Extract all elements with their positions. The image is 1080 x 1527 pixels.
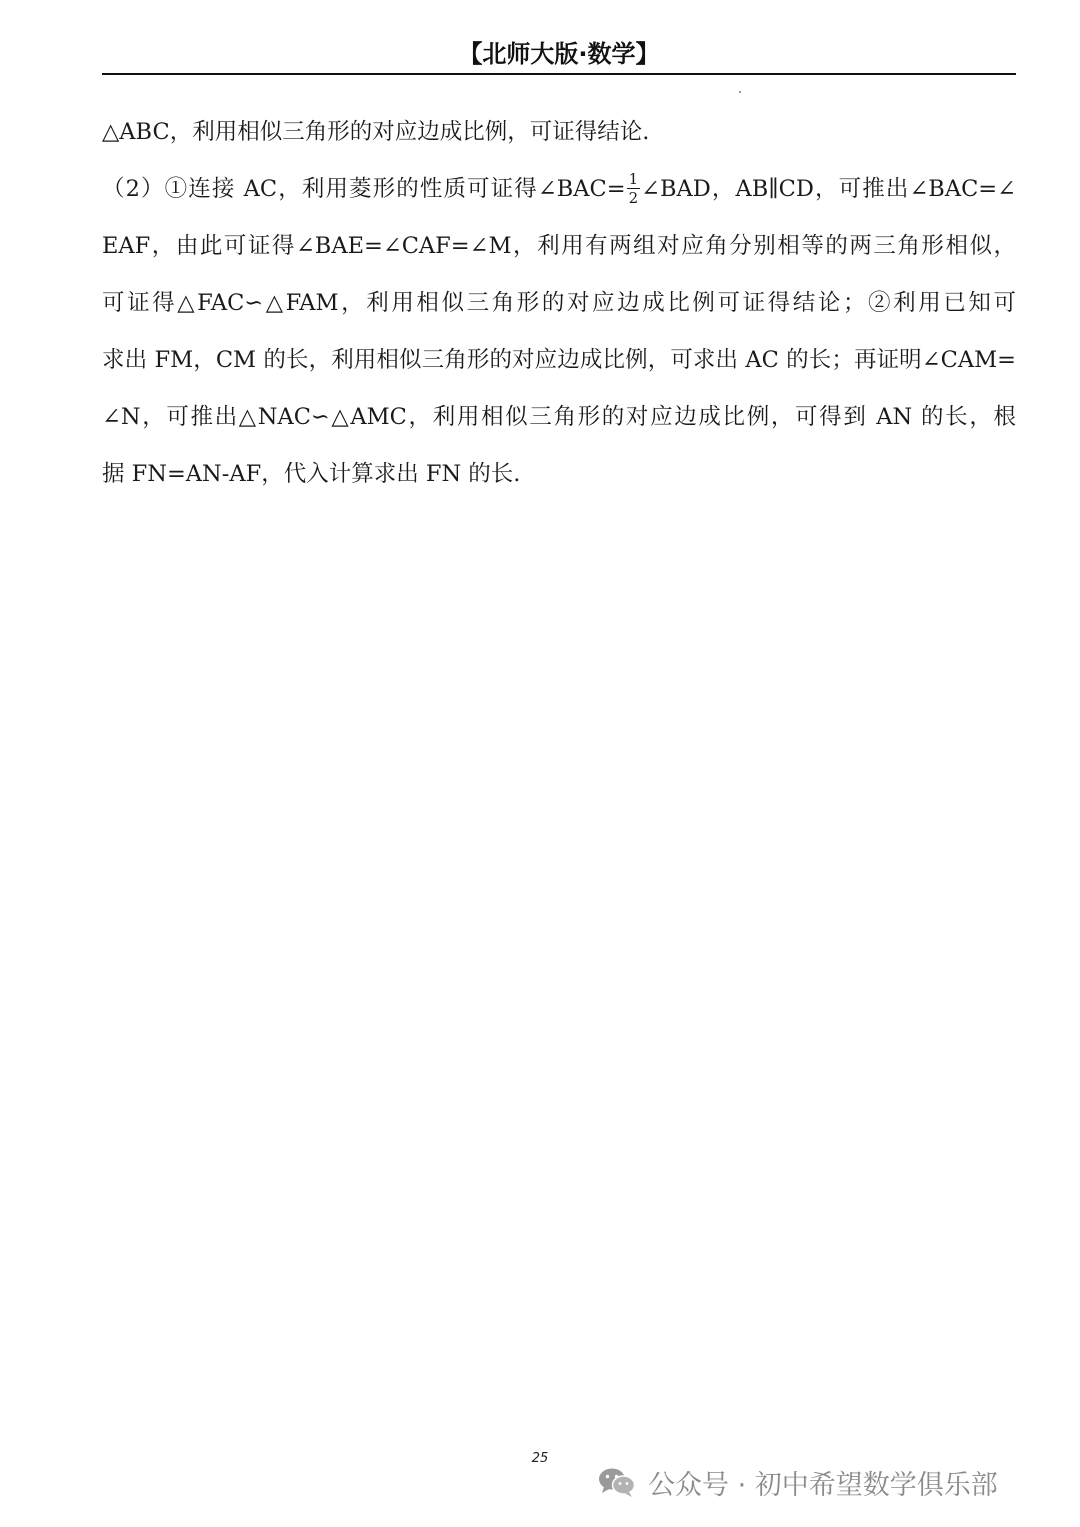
text-line-4: 可证得△FAC∽△FAM，利用相似三角形的对应边成比例可证得结论；②利用已知可	[102, 290, 1016, 316]
text-line-2-after: ∠BAD，AB∥CD，可推出∠BAC=∠	[641, 176, 1016, 202]
text-line-7: 据 FN=AN-AF，代入计算求出 FN 的长.	[102, 461, 521, 487]
text-line-2-before: （2）①连接 AC，利用菱形的性质可证得∠BAC=	[102, 176, 626, 202]
wechat-watermark	[598, 1462, 998, 1502]
fraction-denominator: 2	[628, 188, 639, 207]
text-line-1: △ABC，利用相似三角形的对应边成比例，可证得结论.	[102, 119, 650, 145]
wechat-icon	[598, 1466, 636, 1498]
page-header-title: 【北师大版·数学】	[458, 40, 660, 68]
fraction-numerator: 1	[628, 169, 639, 188]
text-line-5: 求出 FM，CM 的长，利用相似三角形的对应边成比例，可求出 AC 的长；再证明∠CAM=	[102, 347, 1016, 373]
page-number: 25	[531, 1451, 549, 1466]
text-line-6: ∠N，可推出△NAC∽△AMC，利用相似三角形的对应边成比例，可得到 AN 的长，根	[102, 404, 1016, 430]
text-line-2	[102, 161, 1016, 218]
text-line-3: EAF，由此可证得∠BAE=∠CAF=∠M，利用有两组对应角分别相等的两三角形相似，	[102, 233, 1016, 259]
fraction-one-half	[627, 170, 641, 207]
header-divider	[102, 73, 1016, 75]
solution-analysis-text	[102, 104, 1016, 503]
watermark-text: 公众号 · 初中希望数学俱乐部	[648, 1469, 998, 1501]
stray-mark	[739, 91, 741, 93]
